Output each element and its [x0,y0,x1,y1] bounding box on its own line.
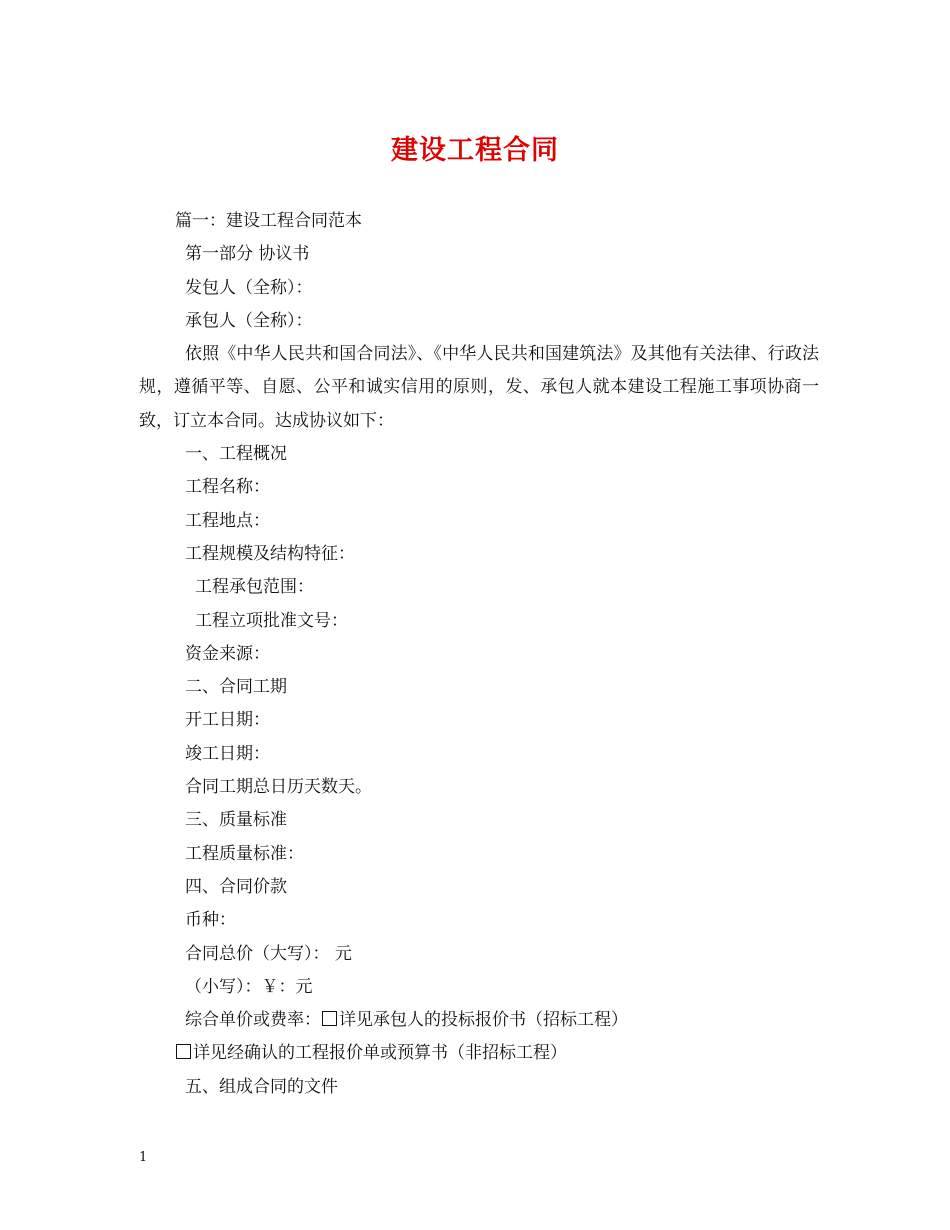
document-line: 开工日期： [185,710,270,731]
document-line: 币种： [185,910,236,931]
document-line: 资金来源： [185,643,270,664]
document-line: 合同总价（大写）： 元 [185,943,352,964]
non-tender-option-text: 详见经确认的工程报价单或预算书（非招标工程） [193,1043,567,1064]
document-line: 一、工程概况 [185,444,287,465]
document-line: 工程立项批准文号： [195,610,348,631]
document-lines [139,205,819,1004]
tender-option-text: 详见承包人的投标报价书（招标工程） [339,1010,628,1031]
document-line: 工程地点： [185,510,270,531]
document-line: 发包人（全称）： [185,277,313,298]
document-line: 二、合同工期 [185,677,287,698]
document-line: 承包人（全称）： [185,310,313,331]
document-line: 第一部分 协议书 [185,244,310,265]
document-line: 篇一：建设工程合同范本 [175,211,362,231]
non-tender-checkbox[interactable] [176,1044,191,1059]
document-line: （小写）：￥：元 [185,976,313,997]
rate-line [139,1004,819,1037]
non-tender-option-line [139,1037,819,1070]
document-line: 竣工日期： [185,743,270,764]
page-number: 1 [139,1150,148,1165]
rate-label: 综合单价或费率： [185,1010,321,1031]
document-line: 合同工期总日历天数天。 [185,777,372,798]
document-line: 工程规模及结构特征： [185,543,355,564]
document-line: 工程质量标准： [185,843,304,864]
document-line: 工程名称： [185,477,270,498]
document-body [139,205,819,1104]
section-heading-documents: 五、组成合同的文件 [185,1076,338,1097]
document-line: 四、合同价款 [185,876,287,897]
intro-paragraph: 依照《中华人民共和国合同法》、《中华人民共和国建筑法》及其他有关法律、行政法规，遵循平等、自愿、公平和诚实信用的原则，发、承包人就本建设工程施工事项协商一致，订立本合同。达成协议如下： [139,344,819,431]
document-title: 建设工程合同 [391,135,559,166]
document-line: 工程承包范围： [195,577,314,598]
tender-checkbox[interactable] [322,1011,337,1026]
document-line: 三、质量标准 [185,810,287,831]
